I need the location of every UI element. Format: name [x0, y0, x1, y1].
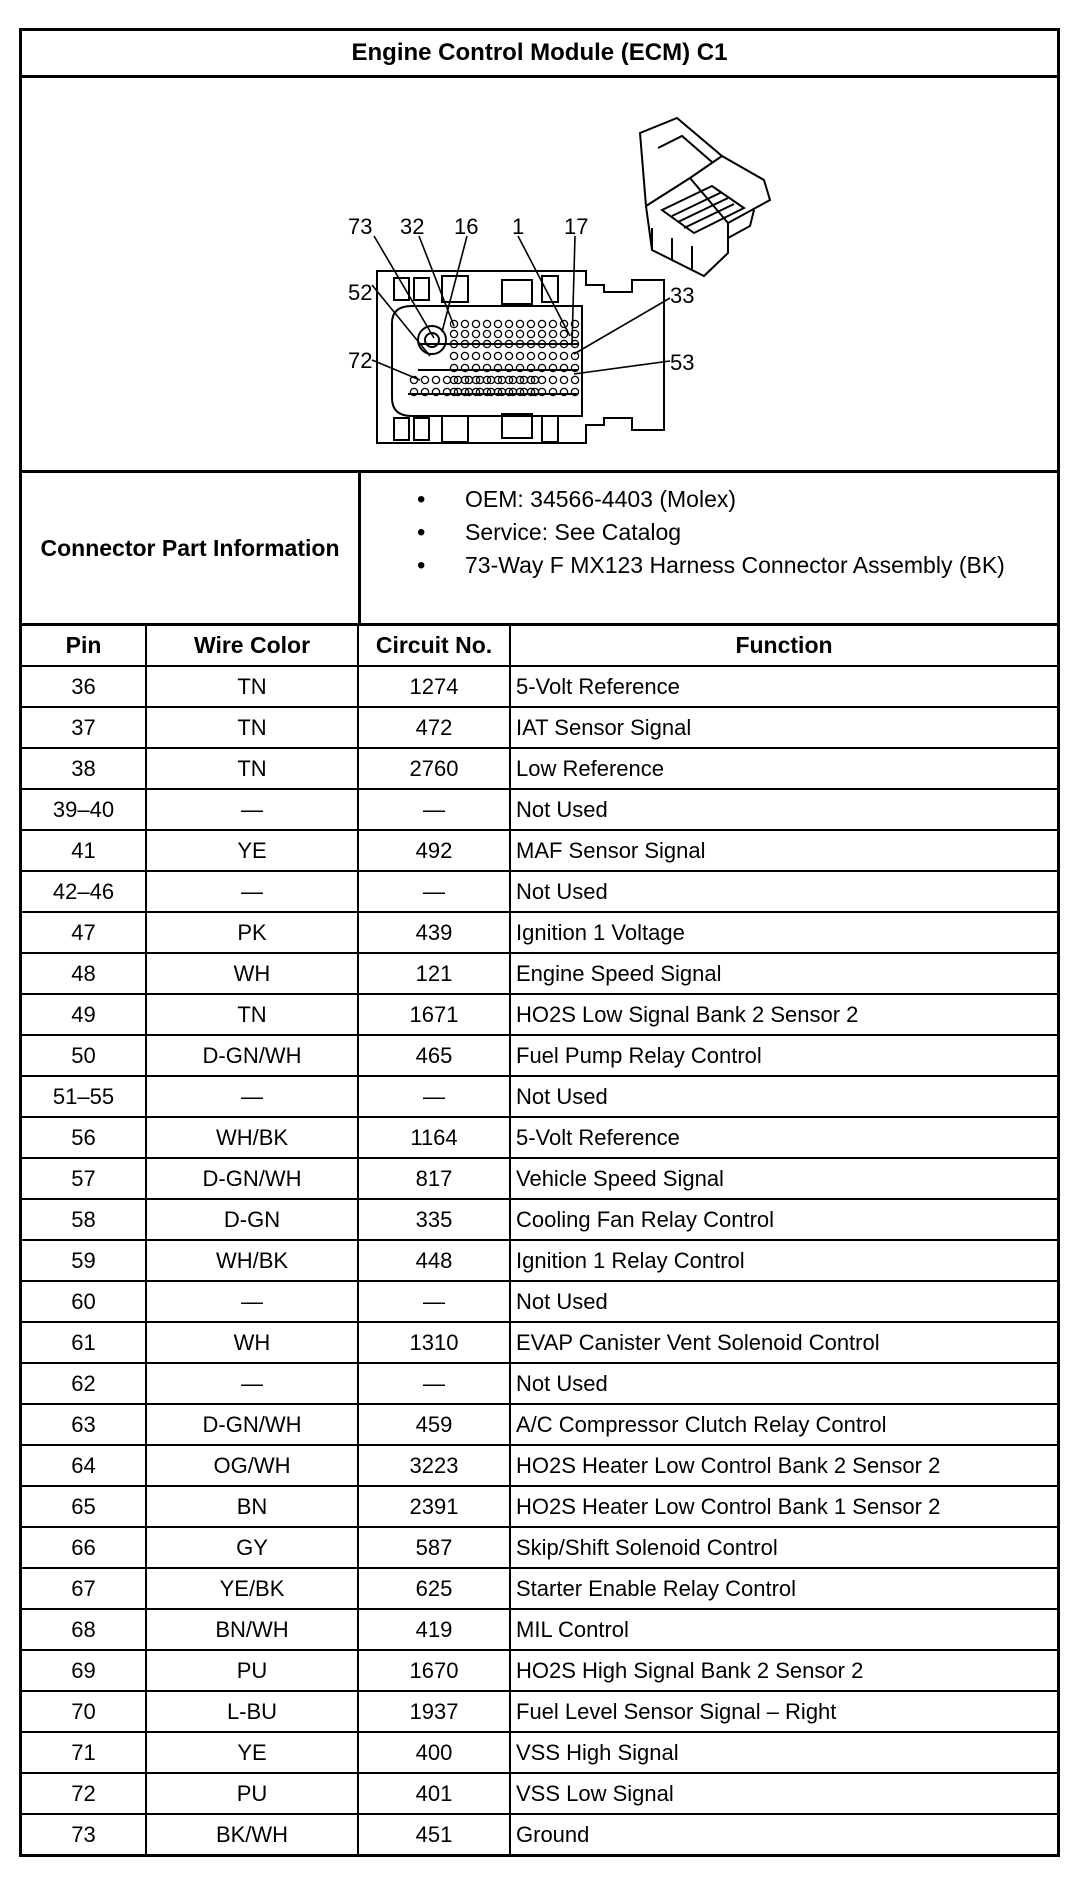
- pin-cell: 67: [22, 1568, 146, 1609]
- circuit-cell: 448: [358, 1240, 510, 1281]
- wire-color-cell: YE: [146, 830, 358, 871]
- circuit-cell: 465: [358, 1035, 510, 1076]
- pin-label-33: 33: [670, 283, 695, 308]
- wire-color-cell: YE: [146, 1732, 358, 1773]
- wire-color-cell: WH: [146, 1322, 358, 1363]
- function-cell: HO2S Heater Low Control Bank 1 Sensor 2: [510, 1486, 1057, 1527]
- wire-color-cell: D-GN/WH: [146, 1158, 358, 1199]
- wire-color-cell: —: [146, 1363, 358, 1404]
- circuit-cell: 2760: [358, 748, 510, 789]
- function-cell: Engine Speed Signal: [510, 953, 1057, 994]
- table-row: [22, 871, 1057, 912]
- wire-color-cell: D-GN/WH: [146, 1404, 358, 1445]
- circuit-cell: 335: [358, 1199, 510, 1240]
- table-row: [22, 1076, 1057, 1117]
- function-cell: Ignition 1 Relay Control: [510, 1240, 1057, 1281]
- circuit-cell: —: [358, 1076, 510, 1117]
- wire-color-cell: OG/WH: [146, 1445, 358, 1486]
- wire-color-cell: TN: [146, 994, 358, 1035]
- wire-color-cell: L-BU: [146, 1691, 358, 1732]
- table-row: [22, 1568, 1057, 1609]
- pin-cell: 61: [22, 1322, 146, 1363]
- wire-color-cell: YE/BK: [146, 1568, 358, 1609]
- function-cell: 5-Volt Reference: [510, 666, 1057, 707]
- table-row: [22, 1117, 1057, 1158]
- header-circuit: Circuit No.: [358, 626, 510, 666]
- circuit-cell: 817: [358, 1158, 510, 1199]
- circuit-cell: 2391: [358, 1486, 510, 1527]
- table-row: [22, 1486, 1057, 1527]
- table-row: [22, 1240, 1057, 1281]
- part-information: [22, 473, 1057, 626]
- pin-cell: 65: [22, 1486, 146, 1527]
- connector-3d-view: [640, 118, 770, 276]
- pin-cell: 71: [22, 1732, 146, 1773]
- table-row: [22, 666, 1057, 707]
- wire-color-cell: TN: [146, 707, 358, 748]
- function-cell: Not Used: [510, 1076, 1057, 1117]
- pin-label-32: 32: [400, 214, 425, 239]
- circuit-cell: 1274: [358, 666, 510, 707]
- table-row: [22, 1527, 1057, 1568]
- table-row: [22, 830, 1057, 871]
- wire-color-cell: PU: [146, 1650, 358, 1691]
- part-info-assembly: • 73-Way F MX123 Harness Connector Assembly (BK): [361, 549, 1057, 582]
- function-cell: Not Used: [510, 871, 1057, 912]
- page-title: Engine Control Module (ECM) C1: [22, 31, 1057, 78]
- pin-cell: 41: [22, 830, 146, 871]
- circuit-cell: 1164: [358, 1117, 510, 1158]
- function-cell: HO2S High Signal Bank 2 Sensor 2: [510, 1650, 1057, 1691]
- header-pin: Pin: [22, 626, 146, 666]
- table-row: [22, 994, 1057, 1035]
- table-row: [22, 1404, 1057, 1445]
- wire-color-cell: D-GN/WH: [146, 1035, 358, 1076]
- table-row: [22, 1650, 1057, 1691]
- pin-cell: 38: [22, 748, 146, 789]
- table-row: [22, 748, 1057, 789]
- table-row: [22, 1609, 1057, 1650]
- function-cell: Fuel Pump Relay Control: [510, 1035, 1057, 1076]
- pin-cell: 49: [22, 994, 146, 1035]
- circuit-cell: 1937: [358, 1691, 510, 1732]
- pin-label-73: 73: [348, 214, 373, 239]
- wire-color-cell: PK: [146, 912, 358, 953]
- part-info-label: Connector Part Information: [22, 473, 361, 623]
- circuit-cell: 1671: [358, 994, 510, 1035]
- pin-cell: 68: [22, 1609, 146, 1650]
- circuit-cell: 3223: [358, 1445, 510, 1486]
- table-row: [22, 789, 1057, 830]
- function-cell: Fuel Level Sensor Signal – Right: [510, 1691, 1057, 1732]
- circuit-cell: 419: [358, 1609, 510, 1650]
- circuit-cell: —: [358, 1281, 510, 1322]
- wire-color-cell: PU: [146, 1773, 358, 1814]
- wire-color-cell: BK/WH: [146, 1814, 358, 1854]
- pin-cell: 66: [22, 1527, 146, 1568]
- wire-color-cell: BN/WH: [146, 1609, 358, 1650]
- connector-sheet: [19, 28, 1060, 1857]
- pin-cell: 73: [22, 1814, 146, 1854]
- wire-color-cell: —: [146, 1076, 358, 1117]
- function-cell: MAF Sensor Signal: [510, 830, 1057, 871]
- table-row: [22, 1691, 1057, 1732]
- table-row: [22, 1773, 1057, 1814]
- table-row: [22, 1363, 1057, 1404]
- function-cell: Not Used: [510, 789, 1057, 830]
- pin-cell: 59: [22, 1240, 146, 1281]
- pin-cell: 37: [22, 707, 146, 748]
- table-row: [22, 1814, 1057, 1854]
- wire-color-cell: TN: [146, 666, 358, 707]
- function-cell: IAT Sensor Signal: [510, 707, 1057, 748]
- circuit-cell: 451: [358, 1814, 510, 1854]
- circuit-cell: 459: [358, 1404, 510, 1445]
- function-cell: VSS Low Signal: [510, 1773, 1057, 1814]
- table-header-row: [22, 626, 1057, 666]
- function-cell: EVAP Canister Vent Solenoid Control: [510, 1322, 1057, 1363]
- function-cell: VSS High Signal: [510, 1732, 1057, 1773]
- circuit-cell: 439: [358, 912, 510, 953]
- circuit-cell: —: [358, 789, 510, 830]
- pin-cell: 48: [22, 953, 146, 994]
- circuit-cell: 587: [358, 1527, 510, 1568]
- pinout-rows: [22, 666, 1057, 1854]
- pin-cell: 64: [22, 1445, 146, 1486]
- function-cell: Skip/Shift Solenoid Control: [510, 1527, 1057, 1568]
- pin-label-1: 1: [512, 214, 525, 239]
- circuit-cell: 121: [358, 953, 510, 994]
- pin-cell: 51–55: [22, 1076, 146, 1117]
- part-info-list: [361, 473, 1057, 623]
- wire-color-cell: D-GN: [146, 1199, 358, 1240]
- table-row: [22, 1445, 1057, 1486]
- circuit-cell: 625: [358, 1568, 510, 1609]
- header-function: Function: [510, 626, 1057, 666]
- pin-cell: 36: [22, 666, 146, 707]
- wire-color-cell: —: [146, 871, 358, 912]
- pinout-table: [22, 626, 1057, 1854]
- pin-cell: 60: [22, 1281, 146, 1322]
- wire-color-cell: TN: [146, 748, 358, 789]
- function-cell: HO2S Low Signal Bank 2 Sensor 2: [510, 994, 1057, 1035]
- table-row: [22, 1732, 1057, 1773]
- table-row: [22, 1158, 1057, 1199]
- pin-cell: 63: [22, 1404, 146, 1445]
- part-info-service: • Service: See Catalog: [361, 516, 1057, 549]
- part-info-oem: • OEM: 34566-4403 (Molex): [361, 483, 1057, 516]
- connector-drawing: [22, 78, 1057, 470]
- function-cell: Not Used: [510, 1363, 1057, 1404]
- circuit-cell: 400: [358, 1732, 510, 1773]
- circuit-cell: —: [358, 871, 510, 912]
- function-cell: HO2S Heater Low Control Bank 2 Sensor 2: [510, 1445, 1057, 1486]
- circuit-cell: 472: [358, 707, 510, 748]
- pin-cell: 50: [22, 1035, 146, 1076]
- pin-cell: 69: [22, 1650, 146, 1691]
- pin-cell: 58: [22, 1199, 146, 1240]
- wire-color-cell: GY: [146, 1527, 358, 1568]
- circuit-cell: 1670: [358, 1650, 510, 1691]
- pin-label-17: 17: [564, 214, 589, 239]
- function-cell: A/C Compressor Clutch Relay Control: [510, 1404, 1057, 1445]
- circuit-cell: 1310: [358, 1322, 510, 1363]
- table-row: [22, 1199, 1057, 1240]
- table-row: [22, 912, 1057, 953]
- wire-color-cell: —: [146, 789, 358, 830]
- pin-cell: 56: [22, 1117, 146, 1158]
- table-row: [22, 1035, 1057, 1076]
- pin-cell: 42–46: [22, 871, 146, 912]
- pin-label-72: 72: [348, 348, 373, 373]
- table-row: [22, 1281, 1057, 1322]
- function-cell: Vehicle Speed Signal: [510, 1158, 1057, 1199]
- pin-cell: 47: [22, 912, 146, 953]
- function-cell: Ignition 1 Voltage: [510, 912, 1057, 953]
- pin-cell: 39–40: [22, 789, 146, 830]
- wire-color-cell: WH: [146, 953, 358, 994]
- circuit-cell: 401: [358, 1773, 510, 1814]
- circuit-cell: 492: [358, 830, 510, 871]
- table-row: [22, 1322, 1057, 1363]
- pin-label-53: 53: [670, 350, 695, 375]
- pin-cell: 70: [22, 1691, 146, 1732]
- wire-color-cell: WH/BK: [146, 1240, 358, 1281]
- table-row: [22, 707, 1057, 748]
- connector-figure: [22, 78, 1057, 473]
- function-cell: Low Reference: [510, 748, 1057, 789]
- pin-cell: 62: [22, 1363, 146, 1404]
- function-cell: MIL Control: [510, 1609, 1057, 1650]
- pin-label-16: 16: [454, 214, 479, 239]
- function-cell: Ground: [510, 1814, 1057, 1854]
- pin-cell: 57: [22, 1158, 146, 1199]
- function-cell: Starter Enable Relay Control: [510, 1568, 1057, 1609]
- pin-label-52: 52: [348, 280, 373, 305]
- wire-color-cell: —: [146, 1281, 358, 1322]
- wire-color-cell: WH/BK: [146, 1117, 358, 1158]
- circuit-cell: —: [358, 1363, 510, 1404]
- function-cell: Not Used: [510, 1281, 1057, 1322]
- pin-cell: 72: [22, 1773, 146, 1814]
- function-cell: 5-Volt Reference: [510, 1117, 1057, 1158]
- header-wire-color: Wire Color: [146, 626, 358, 666]
- table-row: [22, 953, 1057, 994]
- function-cell: Cooling Fan Relay Control: [510, 1199, 1057, 1240]
- wire-color-cell: BN: [146, 1486, 358, 1527]
